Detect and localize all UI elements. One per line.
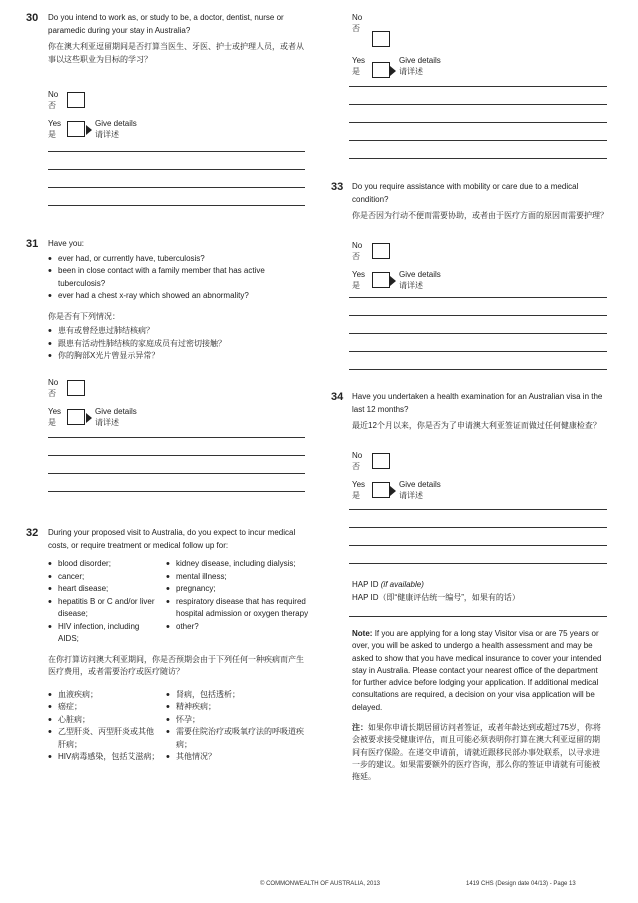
yes-checkbox[interactable] [372,272,390,288]
list-item: • 乙型肝炎、丙型肝炎或其他肝病； [48,726,161,751]
list-item: • HIV病毒感染，包括艾滋病； [48,751,161,764]
question-text-zh: 最近12个月以来，你是否为了申请澳大利亚签证而做过任何健康检查？ [352,421,601,430]
give-details-label: Give details 请详述 [399,480,441,500]
no-label: No 否 [352,241,363,261]
hap-id-input[interactable] [349,608,607,617]
list-item: • 其他情况？ [166,751,311,764]
arrow-right-icon [390,486,396,496]
no-checkbox[interactable] [372,31,390,47]
list-item: • 心脏病； [48,714,161,727]
list-item: • 患有或曾经患过肺结核病？ [48,325,316,338]
hap-id-label [352,579,610,604]
yes-label: Yes 是 [352,56,366,76]
list-item: • mental illness; [166,571,311,584]
list-item: • blood disorder; [48,558,161,571]
no-label: No 否 [352,451,363,471]
list-item: • ever had a chest x-ray which showed an abnormality? [48,290,276,303]
list-item: • heart disease; [48,583,161,596]
yes-label: Yes 是 [352,270,366,290]
details-lines[interactable] [48,437,305,492]
yes-checkbox[interactable] [67,409,85,425]
list-item: • 你的胸部X光片曾显示异常？ [48,350,316,363]
conditions-left-en [48,558,161,646]
give-details-label: Give details 请详述 [399,56,441,76]
footer-copyright: © COMMONWEALTH OF AUSTRALIA, 2013 [260,881,380,887]
yes-checkbox[interactable] [372,62,390,78]
question-text-en: Do you intend to work as, or study to be, a doctor, dentist, nurse or paramedic during your stay in Australia? [48,13,284,35]
no-checkbox[interactable] [372,453,390,469]
list-item: • 肾病，包括透析； [166,689,311,702]
details-lines[interactable] [349,297,607,370]
yes-label: Yes 是 [48,407,62,427]
hap-id-zh: HAP ID（即“健康评估统一编号”，如果有的话） [352,592,520,602]
question-number: 30 [26,12,39,24]
note-text-en: If you are applying for a long stay Visitor visa or are 75 years or over, you will be asked to undergo a health assessment and may be asked to show that you have medical insurance to cover your intended stay in Australia. Please contact your nearest office of the department for further advice before lodging your application. If additional medical consultations are required, a decision on your visa application will be delayed. [352,629,602,712]
bullets-en [48,253,316,303]
hap-id-en: HAP ID [352,580,379,589]
details-lines[interactable] [349,509,607,564]
details-lines[interactable] [48,151,305,206]
list-item: • 怀孕； [166,714,311,727]
no-checkbox[interactable] [372,243,390,259]
intro-zh: 你是否有下列情况： [48,311,120,321]
list-item: • been in close contact with a family member that has active tuberculosis? [48,265,276,290]
note-block [352,628,607,784]
question-text-zh: 你是否因为行动不便而需要协助，或者由于医疗方面的原因而需要护理？ [352,211,608,220]
conditions-right-en [166,558,311,646]
details-lines[interactable] [349,86,607,159]
list-item: • kidney disease, including dialysis; [166,558,311,571]
question-text-zh: 在你打算访问澳大利亚期间，你是否预期会由于下列任何一种疾病而产生医疗费用，或者需要治疗或医疗随访？ [48,654,304,676]
list-item: • hepatitis B or C and/or liver disease; [48,596,161,621]
no-checkbox[interactable] [67,380,85,396]
list-item: • 需要住院治疗或吸氧疗法的呼吸道疾病； [166,726,311,751]
list-item: • 血液疾病； [48,689,161,702]
arrow-right-icon [86,413,92,423]
question-text-en: Do you require assistance with mobility or care due to a medical condition? [352,182,579,204]
list-item: • respiratory disease that has required hospital admission or oxygen therapy [166,596,311,621]
list-item: • ever had, or currently have, tuberculosis? [48,253,276,266]
give-details-label: Give details 请详述 [399,270,441,290]
intro-en: Have you: [48,239,85,248]
yes-checkbox[interactable] [67,121,85,137]
question-number: 31 [26,238,39,250]
note-label-en: Note: [352,629,373,638]
arrow-right-icon [390,276,396,286]
yes-checkbox[interactable] [372,482,390,498]
question-text-en: Have you undertaken a health examination for an Australian visa in the last 12 months? [352,392,603,414]
list-item: • pregnancy; [166,583,311,596]
note-label-zh: 注： [352,723,368,733]
hap-id-note: (if available) [380,580,424,589]
no-checkbox[interactable] [67,92,85,108]
list-item: • 癌症； [48,701,161,714]
list-item: • cancer; [48,571,161,584]
no-label: No 否 [48,378,59,398]
question-number: 34 [331,391,344,403]
no-label: No 否 [352,13,363,33]
footer-form-info: 1419 CHS (Design date 04/13) - Page 13 [466,881,576,887]
list-item: • other? [166,621,311,634]
note-text-zh: 如果你申请长期居留访问者签证，或者年龄达到或超过75岁，你将会被要求接受健康评估，而且可能必须表明你打算在澳大利亚逗留的期间有医疗保险。在递交申请前，请就近跟移民部办事处联系，以寻求进一步的建议。如果需要额外的医疗咨询，那么你的签证申请就有可能被拖延。 [352,723,601,782]
list-item: • 精神疾病； [166,701,311,714]
no-label: No 否 [48,90,59,110]
question-number: 33 [331,181,344,193]
arrow-right-icon [86,125,92,135]
arrow-right-icon [390,66,396,76]
conditions-left-zh [48,689,161,764]
list-item: • HIV infection, including AIDS; [48,621,161,646]
yes-label: Yes 是 [352,480,366,500]
question-number: 32 [26,527,39,539]
question-text-en: During your proposed visit to Australia, do you expect to incur medical costs, or require treatment or medical follow up for: [48,528,296,550]
yes-label: Yes 是 [48,119,62,139]
give-details-label: Give details 请详述 [95,119,137,139]
list-item: • 跟患有活动性肺结核的家庭成员有过密切接触？ [48,338,316,351]
question-text-zh: 你在澳大利亚逗留期间是否打算当医生、牙医、护士或护理人员，或者从事以这些职业为目标的学习？ [48,42,304,64]
give-details-label: Give details 请详述 [95,407,137,427]
bullets-zh [48,325,316,363]
conditions-right-zh [166,689,311,764]
